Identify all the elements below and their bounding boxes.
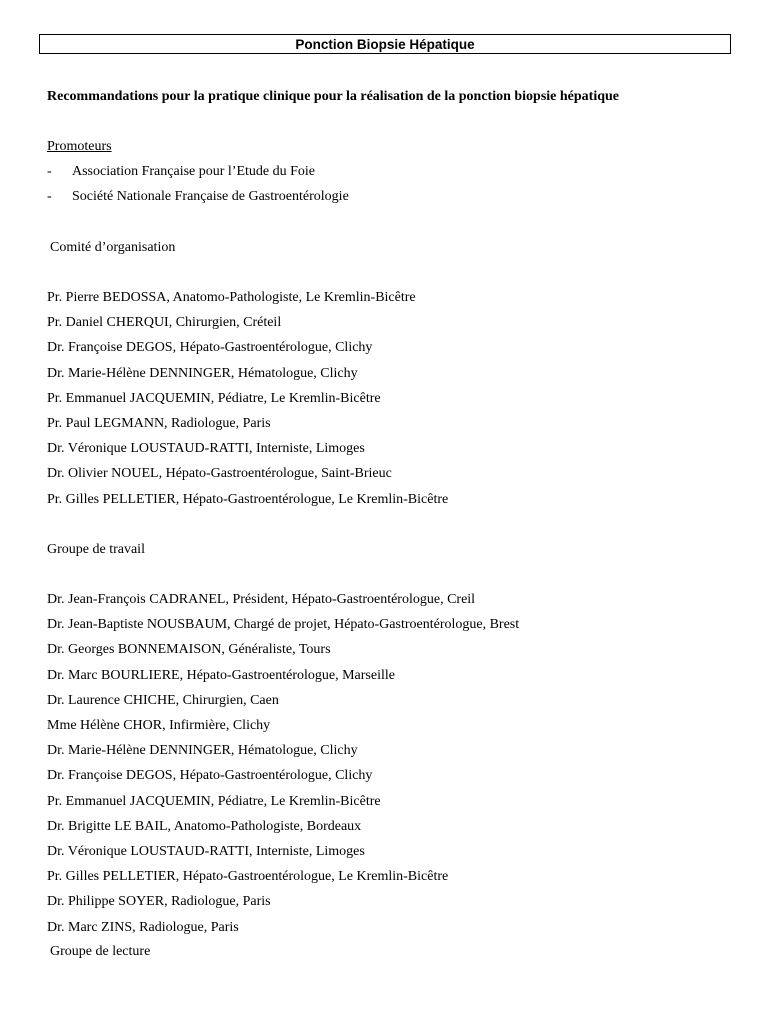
member-line: Mme Hélène CHOR, Infirmière, Clichy	[47, 718, 271, 733]
promoteur-text: Association Française pour l’Etude du Foie	[72, 164, 316, 179]
member-line: Dr. Georges BONNEMAISON, Généraliste, Tours	[47, 642, 331, 658]
member-line: Dr. Laurence CHICHE, Chirurgien, Caen	[47, 692, 279, 708]
member-line: Pr. Emmanuel JACQUEMIN, Pédiatre, Le Kremlin-Bicêtre	[47, 390, 381, 406]
dash-bullet: -	[47, 164, 52, 179]
document-title: Ponction Biopsie Hépatique	[39, 34, 731, 54]
member-line: Pr. Gilles PELLETIER, Hépato-Gastroentérologue, Le Kremlin-Bicêtre	[47, 869, 449, 885]
member-line: Dr. Philippe SOYER, Radiologue, Paris	[47, 894, 271, 910]
member-line: Dr. Françoise DEGOS, Hépato-Gastroentérologue, Clichy	[47, 340, 373, 356]
member-line: Dr. Jean-François CADRANEL, Président, Hépato-Gastroentérologue, Creil	[47, 592, 476, 607]
member-line: Dr. Marc BOURLIERE, Hépato-Gastroentérologue, Marseille	[47, 667, 395, 683]
promoteurs-heading: Promoteurs	[47, 139, 112, 154]
member-line: Dr. Marie-Hélène DENNINGER, Hématologue, Clichy	[47, 365, 358, 381]
groupe-lecture-heading: Groupe de lecture	[50, 944, 151, 959]
member-line: Pr. Pierre BEDOSSA, Anatomo-Pathologiste, Le Kremlin-Bicêtre	[47, 290, 416, 305]
member-line: Dr. Brigitte LE BAIL, Anatomo-Pathologiste, Bordeaux	[47, 818, 362, 834]
member-line: Pr. Gilles PELLETIER, Hépato-Gastroentérologue, Le Kremlin-Bicêtre	[47, 491, 449, 507]
member-line: Pr. Emmanuel JACQUEMIN, Pédiatre, Le Kremlin-Bicêtre	[47, 793, 381, 809]
member-line: Dr. Véronique LOUSTAUD-RATTI, Interniste, Limoges	[47, 441, 365, 457]
member-line: Dr. Marc ZINS, Radiologue, Paris	[47, 919, 239, 935]
member-line: Dr. Marie-Hélène DENNINGER, Hématologue, Clichy	[47, 743, 358, 759]
promoteur-item	[47, 164, 315, 180]
promoteur-text: Société Nationale Française de Gastroentérologie	[72, 189, 349, 204]
member-line: Dr. Jean-Baptiste NOUSBAUM, Chargé de projet, Hépato-Gastroentérologue, Brest	[47, 617, 520, 633]
document-subtitle: Recommandations pour la pratique clinique pour la réalisation de la ponction biopsie hépatique	[47, 89, 620, 104]
promoteur-item	[47, 189, 349, 205]
member-line: Dr. Françoise DEGOS, Hépato-Gastroentérologue, Clichy	[47, 768, 373, 784]
comite-heading: Comité d’organisation	[50, 240, 176, 255]
dash-bullet: -	[47, 189, 52, 204]
member-line: Pr. Paul LEGMANN, Radiologue, Paris	[47, 416, 271, 431]
member-line: Dr. Véronique LOUSTAUD-RATTI, Interniste, Limoges	[47, 844, 365, 859]
member-line: Pr. Daniel CHERQUI, Chirurgien, Créteil	[47, 315, 282, 331]
member-line: Dr. Olivier NOUEL, Hépato-Gastroentérologue, Saint-Brieuc	[47, 466, 392, 482]
groupe-travail-heading: Groupe de travail	[47, 542, 145, 557]
